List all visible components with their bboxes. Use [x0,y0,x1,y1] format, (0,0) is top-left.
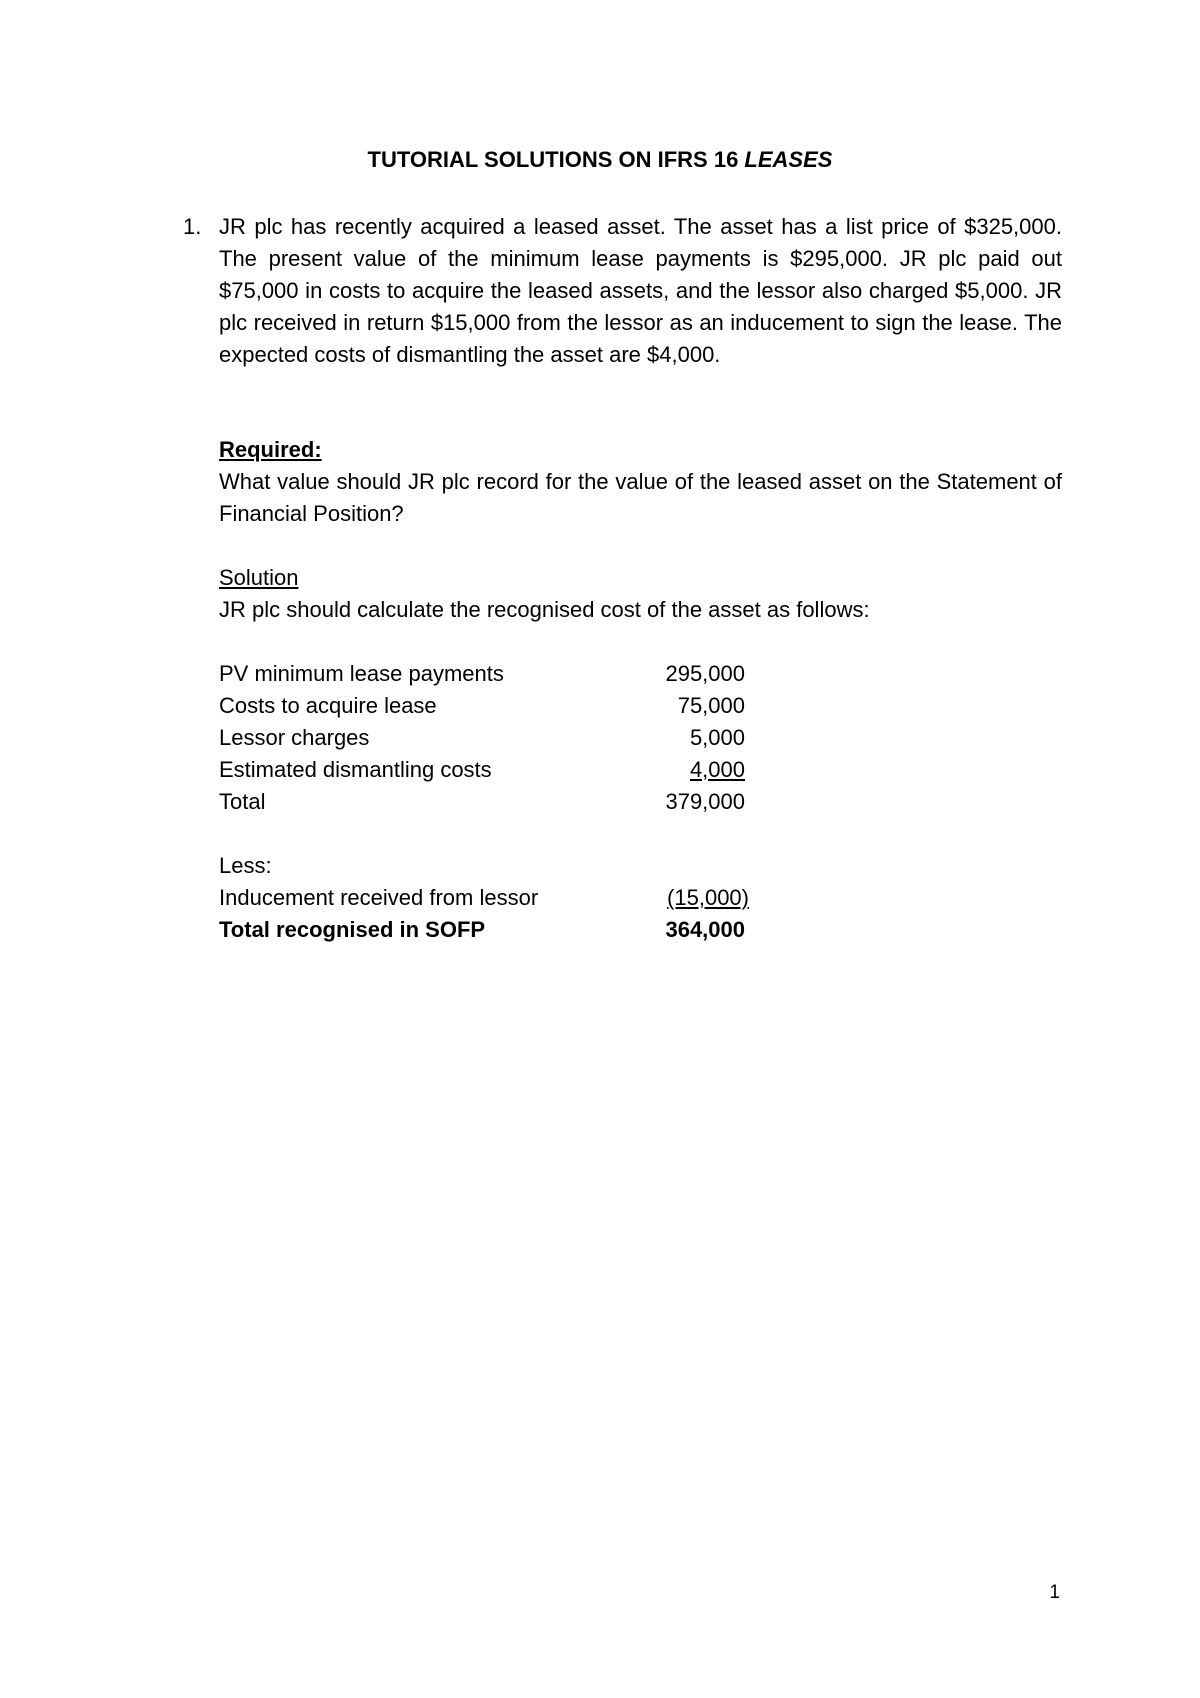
calc-row-acquire-costs [219,690,745,722]
calc-label: Lessor charges [219,725,370,750]
calc-amount: 4,000 [689,757,745,782]
calc-row-grand-total [219,914,745,946]
calc-amount: 5,000 [689,725,745,750]
calc-label: Estimated dismantling costs [219,757,492,782]
title-main: TUTORIAL SOLUTIONS ON IFRS 16 [367,147,745,172]
calc-amount: 364,000 [665,917,745,942]
calc-row-total [219,786,745,818]
page-number: 1 [1049,1582,1060,1603]
calc-amount: 295,000 [665,661,745,686]
calc-label: Costs to acquire lease [219,693,437,718]
calc-amount: 75,000 [677,693,745,718]
calc-row-pv [219,658,745,690]
solution-heading: Solution [219,565,299,590]
calc-label: PV minimum lease payments [219,661,504,686]
required-heading: Required: [219,437,322,462]
title-italic: LEASES [744,147,833,172]
calc-label: Inducement received from lessor [219,885,539,910]
calc-row-inducement [219,882,749,914]
question-text: JR plc has recently acquired a leased asset. The asset has a list price of $325,000. The present value of the minimum lease payments is $295,000. JR plc paid out $75,000 in costs to acquire the leased assets, and the lessor also charged $5,000. JR plc received in return $15,000 from the lessor as an inducement to sign the lease. The expected costs of dismantling the asset are $4,000. [219,214,1062,367]
calc-amount: (15,000) [667,885,749,910]
calc-amount: 379,000 [665,789,745,814]
required-text: What value should JR plc record for the value of the leased asset on the Statement of Financial Position? [219,469,1062,526]
calc-row-less [219,850,745,882]
document-title [0,146,1200,174]
calc-row-lessor-charges [219,722,745,754]
calc-label: Total recognised in SOFP [219,917,486,942]
question-number: 1. [183,214,202,239]
calc-label: Total [219,789,266,814]
less-label: Less: [219,853,272,878]
solution-intro: JR plc should calculate the recognised cost of the asset as follows: [219,597,870,622]
calc-row-dismantling [219,754,745,786]
